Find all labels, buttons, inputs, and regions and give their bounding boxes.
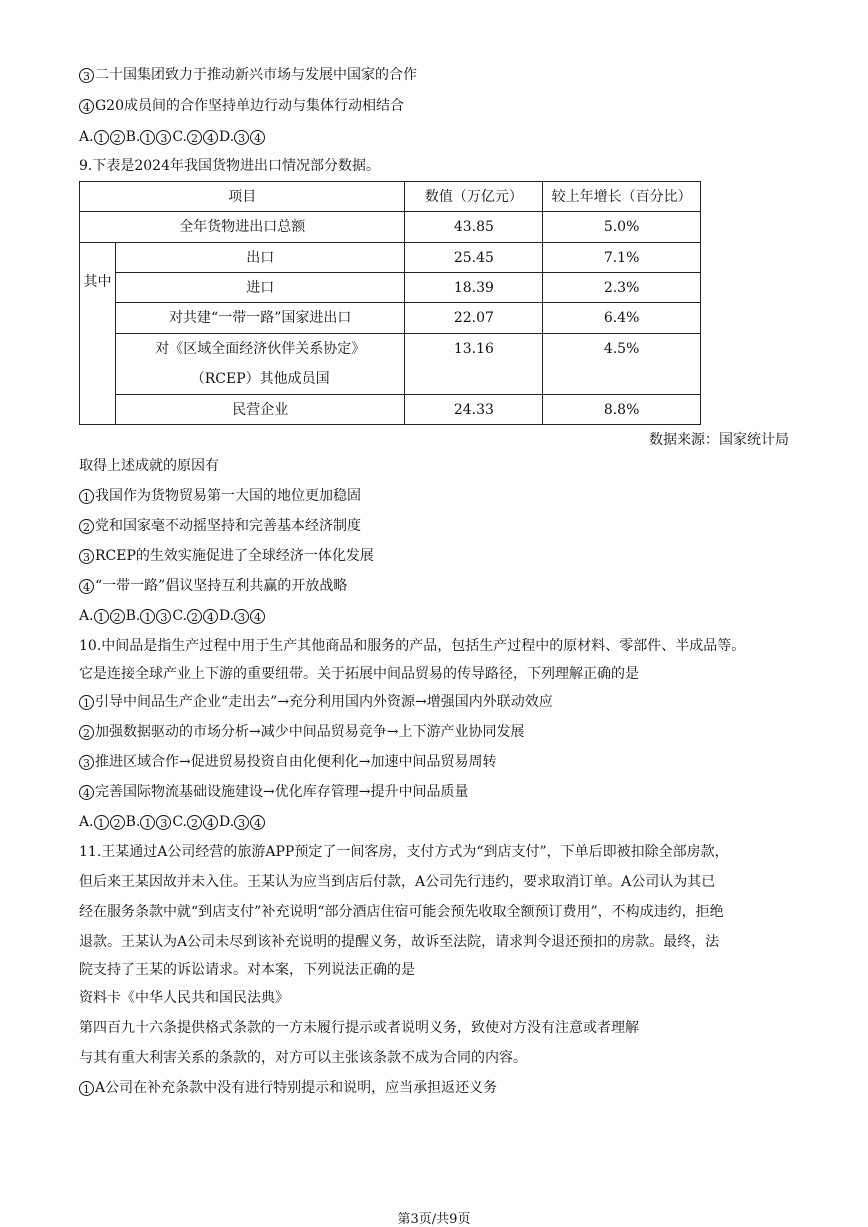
circled-number: 3 bbox=[79, 68, 94, 83]
option-text: 推进区域合作→促进贸易投资自由化便利化→加速中间品贸易周转 bbox=[95, 754, 497, 770]
table-row bbox=[80, 303, 701, 334]
row-label: 民营企业 bbox=[115, 395, 405, 425]
q11-line-5: 院支持了王某的诉讼请求。对本案，下列说法正确的是 bbox=[79, 962, 415, 978]
row-value: 25.45 bbox=[405, 243, 543, 273]
circled-number: 4 bbox=[79, 785, 94, 800]
table-row bbox=[80, 212, 701, 243]
row-growth: 2.3% bbox=[543, 273, 701, 303]
q10-option-4 bbox=[79, 783, 468, 801]
row-label: 出口 bbox=[115, 243, 405, 273]
circled-number: 1 bbox=[79, 489, 94, 504]
circled-number: 3 bbox=[234, 815, 249, 830]
option-text: 引导中间品生产企业“走出去”→充分利用国内外资源→增强国内外联动效应 bbox=[95, 694, 553, 710]
circled-number: 2 bbox=[110, 130, 125, 145]
circled-number: 2 bbox=[187, 815, 202, 830]
page-footer: 第3页/共9页 bbox=[397, 1212, 471, 1227]
circled-number: 3 bbox=[234, 609, 249, 624]
choice-letter: C. bbox=[172, 814, 187, 830]
option-text: 加强数据驱动的市场分析→减少中间品贸易竞争→上下游产业协同发展 bbox=[95, 724, 525, 740]
option-text: 党和国家毫不动摇坚持和完善基本经济制度 bbox=[95, 518, 361, 534]
q11-option-1 bbox=[79, 1079, 497, 1097]
row-label: 对共建“一带一路”国家进出口 bbox=[115, 303, 405, 334]
option-text: G20成员间的合作坚持单边行动与集体行动相结合 bbox=[95, 98, 404, 114]
circled-number: 3 bbox=[79, 549, 94, 564]
circled-number: 1 bbox=[140, 609, 155, 624]
q10-option-3 bbox=[79, 753, 496, 771]
q10-answer-choices bbox=[79, 813, 266, 831]
row-label-line: 对《区域全面经济伙伴关系协定》 bbox=[155, 341, 366, 357]
circled-number: 1 bbox=[140, 130, 155, 145]
row-growth: 5.0% bbox=[543, 212, 701, 243]
row-growth: 6.4% bbox=[543, 303, 701, 334]
circled-number: 2 bbox=[187, 130, 202, 145]
q9-prompt: 取得上述成就的原因有 bbox=[79, 458, 219, 474]
q11-line-1: 11.王某通过A公司经营的旅游APP预定了一间客房，支付方式为“到店支付”，下单后即被扣除全部房款， bbox=[79, 844, 729, 860]
q10-stem-line-2: 它是连接全球产业上下游的重要纽带。关于拓展中间品贸易的传导路径，下列理解正确的是 bbox=[79, 666, 639, 682]
table-row bbox=[80, 334, 701, 395]
q9-answer-choices bbox=[79, 607, 266, 625]
circled-number: 3 bbox=[234, 130, 249, 145]
option-text: “一带一路”倡议坚持互利共赢的开放战略 bbox=[95, 578, 348, 594]
row-label: 进口 bbox=[115, 273, 405, 303]
q11-line-3: 经在服务条款中就“到店支付”补充说明“部分酒店住宿可能会预先收取全额预订费用”，不构成违约，拒绝 bbox=[79, 904, 724, 920]
q9-option-3 bbox=[79, 547, 374, 565]
q11-article-line-2: 与其有重大利害关系的条款的，对方可以主张该条款不成为合同的内容。 bbox=[79, 1050, 527, 1066]
circled-number: 2 bbox=[79, 725, 94, 740]
row-value: 43.85 bbox=[405, 212, 543, 243]
option-text: 我国作为货物贸易第一大国的地位更加稳固 bbox=[95, 488, 361, 504]
choice-letter: B. bbox=[125, 129, 141, 145]
group-label: 其中 bbox=[80, 243, 116, 425]
circled-number: 1 bbox=[94, 609, 109, 624]
row-growth: 8.8% bbox=[543, 395, 701, 425]
header-growth: 较上年增长（百分比） bbox=[543, 182, 701, 212]
choice-letter: A. bbox=[79, 129, 94, 145]
choice-letter: A. bbox=[79, 608, 94, 624]
q9-stem: 9.下表是2024年我国货物进出口情况部分数据。 bbox=[79, 158, 380, 174]
circled-number: 1 bbox=[94, 130, 109, 145]
row-label bbox=[115, 334, 405, 395]
choice-letter: D. bbox=[218, 129, 235, 145]
circled-number: 2 bbox=[79, 519, 94, 534]
choice-letter: A. bbox=[79, 814, 94, 830]
row-label-line: （RCEP）其他成员国 bbox=[190, 371, 330, 387]
choice-letter: D. bbox=[218, 814, 235, 830]
row-growth: 7.1% bbox=[543, 243, 701, 273]
table-row bbox=[80, 243, 701, 273]
data-source: 数据来源：国家统计局 bbox=[649, 432, 789, 448]
circled-number: 1 bbox=[79, 1081, 94, 1096]
row-growth: 4.5% bbox=[543, 334, 701, 395]
header-item: 项目 bbox=[80, 182, 405, 212]
row-label: 全年货物进出口总额 bbox=[80, 212, 405, 243]
choice-letter: C. bbox=[172, 129, 187, 145]
q11-line-2: 但后来王某因故并未入住。王某认为应当到店后付款，A公司先行违约，要求取消订单。A公司认为其已 bbox=[79, 874, 716, 890]
circled-number: 4 bbox=[203, 130, 218, 145]
circled-number: 1 bbox=[79, 695, 94, 710]
circled-number: 4 bbox=[203, 815, 218, 830]
choice-letter: B. bbox=[125, 608, 141, 624]
choice-letter: D. bbox=[218, 608, 235, 624]
q8-answer-choices bbox=[79, 128, 266, 146]
option-text: A公司在补充条款中没有进行特别提示和说明，应当承担返还义务 bbox=[95, 1080, 498, 1096]
row-value: 18.39 bbox=[405, 273, 543, 303]
q10-option-1 bbox=[79, 693, 553, 711]
trade-data-table bbox=[79, 181, 701, 425]
q10-option-2 bbox=[79, 723, 524, 741]
circled-number: 3 bbox=[156, 130, 171, 145]
circled-number: 4 bbox=[250, 609, 265, 624]
circled-number: 2 bbox=[187, 609, 202, 624]
option-text: 完善国际物流基础设施建设→优化库存管理→提升中间品质量 bbox=[95, 784, 469, 800]
circled-number: 3 bbox=[156, 609, 171, 624]
table-row bbox=[80, 395, 701, 425]
circled-number: 4 bbox=[250, 815, 265, 830]
row-value: 22.07 bbox=[405, 303, 543, 334]
circled-number: 4 bbox=[79, 99, 94, 114]
q9-option-4 bbox=[79, 577, 347, 595]
q8-option-3 bbox=[79, 66, 417, 84]
q11-material-title: 资料卡《中华人民共和国民法典》 bbox=[79, 990, 289, 1006]
circled-number: 4 bbox=[203, 609, 218, 624]
circled-number: 1 bbox=[140, 815, 155, 830]
option-text: RCEP的生效实施促进了全球经济一体化发展 bbox=[95, 548, 374, 564]
q10-stem-line-1: 10.中间品是指生产过程中用于生产其他商品和服务的产品，包括生产过程中的原材料、零部件、半成品等。 bbox=[79, 638, 746, 654]
circled-number: 1 bbox=[94, 815, 109, 830]
circled-number: 3 bbox=[156, 815, 171, 830]
circled-number: 4 bbox=[250, 130, 265, 145]
q9-option-1 bbox=[79, 487, 361, 505]
row-value: 13.16 bbox=[405, 334, 543, 395]
q8-option-4 bbox=[79, 97, 404, 115]
table-header-row bbox=[80, 182, 701, 212]
option-text: 二十国集团致力于推动新兴市场与发展中国家的合作 bbox=[95, 67, 417, 83]
choice-letter: C. bbox=[172, 608, 187, 624]
q11-line-4: 退款。王某认为A公司未尽到该补充说明的提醒义务，故诉至法院，请求判令退还预扣的房款。最终，法 bbox=[79, 934, 720, 950]
q11-article-line-1: 第四百九十六条提供格式条款的一方未履行提示或者说明义务，致使对方没有注意或者理解 bbox=[79, 1020, 639, 1036]
choice-letter: B. bbox=[125, 814, 141, 830]
header-value: 数值（万亿元） bbox=[405, 182, 543, 212]
row-value: 24.33 bbox=[405, 395, 543, 425]
table-row bbox=[80, 273, 701, 303]
circled-number: 2 bbox=[110, 815, 125, 830]
circled-number: 2 bbox=[110, 609, 125, 624]
circled-number: 3 bbox=[79, 755, 94, 770]
q9-option-2 bbox=[79, 517, 361, 535]
circled-number: 4 bbox=[79, 579, 94, 594]
